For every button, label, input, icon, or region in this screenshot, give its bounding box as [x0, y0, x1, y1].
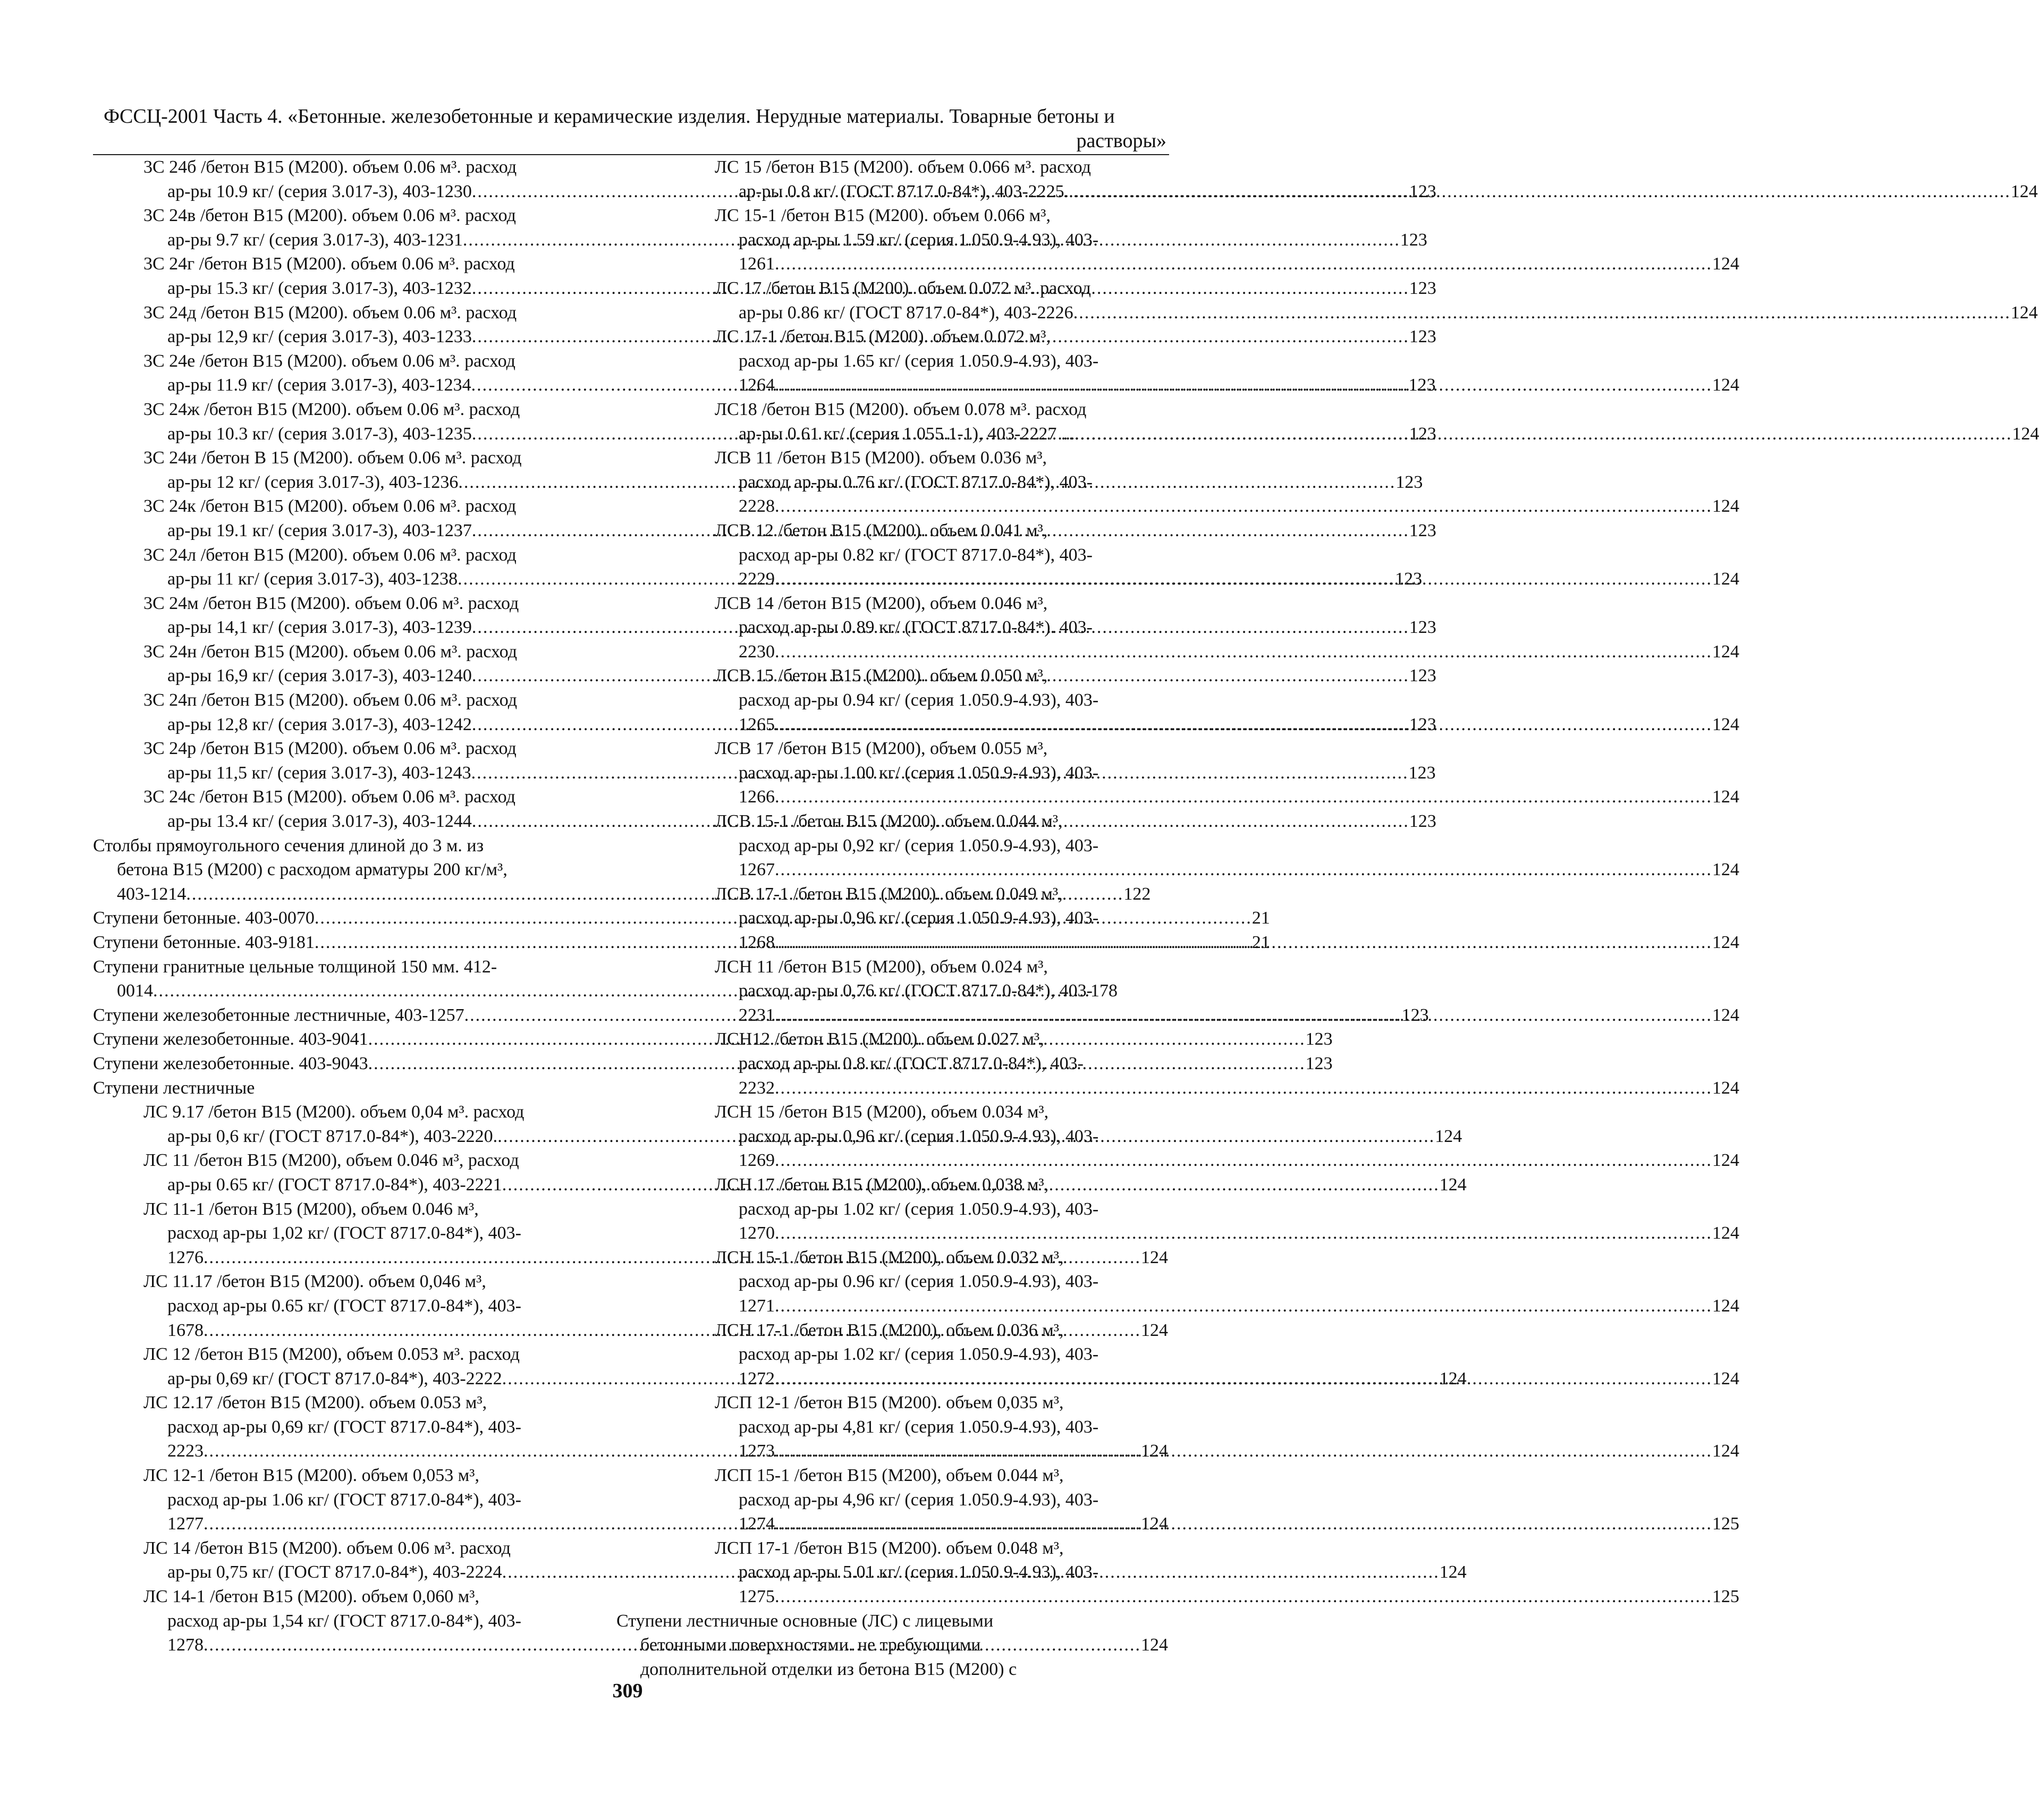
page-ref: 124 [1439, 1368, 1467, 1389]
page-ref: 123 [1409, 617, 1436, 638]
entry-text: ар-ры 14,1 кг/ (серия 3.017-3), 403-1239 [167, 617, 472, 638]
entry-text: ар-ры 0,69 кг/ (ГОСТ 8717.0-84*), 403-2222 [167, 1368, 502, 1389]
index-entry-line: ЛС 12.17 /бетон В15 (М200). объем 0.053 м³, [143, 1393, 487, 1413]
index-entry [664, 1100, 1739, 1173]
index-entry-line: 3С 24р /бетон В15 (М200). объем 0.06 м³. расход [143, 739, 517, 759]
page-ref: 124 [1712, 787, 1739, 807]
page-ref: 123 [1409, 811, 1436, 832]
dot-leader [775, 569, 1712, 589]
page-number: 309 [612, 1680, 643, 1702]
page-ref: 124 [1712, 254, 1739, 274]
index-entry-line [664, 785, 1739, 809]
page-ref: 123 [1408, 763, 1436, 783]
index-entry-line: 3С 24д /бетон В15 (М200). объем 0.06 м³. расход [143, 302, 517, 323]
dot-leader [775, 375, 1712, 395]
entry-text: 1275 [739, 1587, 775, 1607]
index-entry-line: ЛС 15 /бетон В15 (М200). объем 0.066 м³. расход [715, 157, 1091, 177]
index-entry-line [664, 1221, 1739, 1246]
page-ref: 123 [1409, 424, 1436, 444]
index-entry-line: 3С 24и /бетон В 15 (М200). объем 0.06 м³. расход [143, 448, 522, 468]
dot-leader [775, 1223, 1712, 1243]
page-ref: 21 [1251, 933, 1270, 952]
dot-leader [775, 1005, 1712, 1025]
index-entry-line: ЛС 12-1 /бетон В15 (М200). объем 0,053 м³, [143, 1466, 479, 1486]
index-entry-line [664, 1367, 1739, 1391]
entry-text: Ступени бетонные. 403-0070 [93, 908, 315, 928]
index-entry-line: ЛС 11-1 /бетон В15 (М200), объем 0.046 м³, [143, 1199, 479, 1219]
entry-text: ар-ры 12,9 кг/ (серия 3.017-3), 403-1233 [167, 327, 472, 347]
entry-text: 2232 [739, 1078, 775, 1098]
page-ref: 123 [1409, 666, 1436, 686]
dot-leader [1075, 424, 2012, 444]
index-entry-line: дополнительной отделки из бетона В15 (М200) с [640, 1659, 1017, 1679]
index-entry-line: расход ар-ры 0.8 кг/ (ГОСТ 8717.0-84*), 403- [739, 1053, 1084, 1073]
index-entry-line: расход ар-ры 0,96 кг/ (серия 1.050.9-4.93), 403- [739, 908, 1099, 928]
index-entry-line: ЛС 15-1 /бетон В15 (М200). объем 0.066 м³, [715, 206, 1051, 226]
index-entry-line: ЛС 14 /бетон В15 (М200). объем 0.06 м³. расход [143, 1538, 511, 1558]
index-entry-line: ЛС 11 /бетон В15 (М200), объем 0.046 м³, расход [143, 1150, 519, 1171]
page-ref: 123 [1401, 1005, 1429, 1025]
entry-text: ар-ры 0,6 кг/ (ГОСТ 8717.0-84*), 403-2220. [167, 1126, 498, 1146]
entry-text: ар-ры 10.3 кг/ (серия 3.017-3), 403-1235 [167, 424, 472, 444]
entry-text: ар-ры 9.7 кг/ (серия 3.017-3), 403-1231 [167, 230, 463, 250]
entry-text: ар-ры 10.9 кг/ (серия 3.017-3), 403-1230 [167, 181, 472, 201]
index-entry [93, 1076, 587, 1101]
index-entry-line: расход ар-ры 4,81 кг/ (серия 1.050.9-4.93), 403- [739, 1417, 1099, 1437]
index-entry-line: расход ар-ры 0.89 кг/ (ГОСТ 8717.0-84*). 403- [739, 617, 1093, 638]
header-line-2: растворы» [1076, 130, 1166, 152]
entry-text: 2223 [167, 1441, 204, 1461]
entry-text: 1264 [739, 375, 775, 395]
index-entry-line [664, 1294, 1739, 1318]
page-ref: 123 [1400, 230, 1427, 250]
dot-leader [775, 1296, 1712, 1316]
index-entry-line: расход ар-ры 4,96 кг/ (серия 1.050.9-4.93), 403- [739, 1489, 1099, 1510]
index-entry-line: 3С 24с /бетон В15 (М200). объем 0.06 м³. расход [143, 787, 515, 807]
index-entry-line: ЛСВ 12 /бетон В15 (М200). объем 0.041 м³, [715, 520, 1048, 540]
page-ref: 124 [1712, 496, 1739, 517]
index-entry-line: расход ар-ры 0,69 кг/ (ГОСТ 8717.0-84*), 403- [167, 1417, 521, 1437]
entry-text: 1269 [739, 1150, 775, 1171]
entry-text: ар-ры 15.3 кг/ (серия 3.017-3), 403-1232 [167, 278, 472, 298]
page-ref: 124 [1712, 933, 1739, 952]
dot-leader [1073, 182, 2011, 201]
index-entry-line: ЛСН 17 /бетон В15 (М200), объем 0,038 м³, [715, 1174, 1049, 1195]
entry-text: ар-ры 0.65 кг/ (ГОСТ 8717.0-84*), 403-2221 [167, 1174, 502, 1195]
page-ref: 124 [1141, 1441, 1168, 1461]
page-ref: 125 [1712, 1514, 1739, 1534]
page-ref: 124 [2012, 424, 2039, 444]
index-entry-line: расход ар-ры 1.65 кг/ (серия 1.050.9-4.93), 403- [739, 351, 1099, 371]
page-ref: 124 [1712, 375, 1739, 395]
index-entry-line: расход ар-ры 0.76 кг/ (ГОСТ 8717.0-84*), 403- [739, 472, 1093, 492]
index-entry-line: расход ар-ры 1.02 кг/ (серия 1.050.9-4.93), 403- [739, 1344, 1099, 1365]
index-entry-line: расход ар-ры 1.06 кг/ (ГОСТ 8717.0-84*), 403- [167, 1489, 521, 1510]
index-entry-line: расход ар-ры 1.59 кг/ (серия 1.050.9-4.93), 403- [739, 230, 1099, 250]
index-entry-line: 3С 24к /бетон В15 (М200). объем 0.06 м³. расход [143, 496, 517, 517]
dot-leader [775, 787, 1712, 807]
entry-text: ар-ры 16,9 кг/ (серия 3.017-3), 403-1240 [167, 666, 472, 686]
index-entry-line: расход ар-ры 0,76 кг/ (ГОСТ 8717.0-84*), 403- [739, 981, 1093, 1001]
dot-leader [775, 642, 1712, 662]
entry-text: 1278 [167, 1635, 204, 1655]
index-entry-line: ЛСП 15-1 /бетон В15 (М200), объем 0.044 м³, [715, 1466, 1064, 1486]
entry-text: ар-ры 19.1 кг/ (серия 3.017-3), 403-1237 [167, 520, 472, 540]
entry-text: 1274 [739, 1514, 775, 1534]
index-entry-line: ЛС 9.17 /бетон В15 (М200). объем 0,04 м³. расход [143, 1102, 524, 1122]
index-entry-line: ЛСП 12-1 /бетон В15 (М200). объем 0,035 м³, [715, 1393, 1064, 1413]
entry-text: 2228 [739, 496, 775, 517]
dot-leader [775, 1369, 1712, 1389]
entry-text: 2230 [739, 641, 775, 662]
index-entry-line: расход ар-ры 1.02 кг/ (серия 1.050.9-4.93), 403- [739, 1199, 1099, 1219]
entry-text: ар-ры 0,75 кг/ (ГОСТ 8717.0-84*), 403-2224 [167, 1562, 502, 1582]
entry-text: 1267 [739, 860, 775, 880]
page-ref: 124 [1712, 1441, 1739, 1461]
page-ref: 124 [1712, 1223, 1739, 1243]
entry-text: Ступени железобетонные лестничные, 403-1257 [93, 1005, 464, 1025]
page-ref: 124 [1712, 1368, 1739, 1389]
page-ref: 124 [1712, 1078, 1739, 1098]
page-ref: 124 [2010, 181, 2038, 201]
entry-text: ар-ры 0.86 кг/ (ГОСТ 8717.0-84*), 403-2226 [739, 302, 1073, 323]
dot-leader [775, 1587, 1712, 1606]
index-entry-line [664, 252, 1739, 276]
index-entry-line: ЛСН12 /бетон В15 (М200). объем 0.027 м³, [715, 1029, 1044, 1049]
entry-text: 403-1214 [117, 884, 187, 904]
index-entry-line: ЛСВ 14 /бетон В15 (М200), объем 0.046 м³, [715, 593, 1048, 613]
page-ref: 124 [1141, 1635, 1168, 1655]
index-entry-line: 3С 24м /бетон В15 (М200). объем 0.06 м³. расход [143, 593, 519, 613]
entry-text: 1678 [167, 1320, 204, 1340]
index-entry-line [664, 1076, 1739, 1101]
index-entry-line [664, 1148, 1739, 1173]
entry-text: ар-ры 11.9 кг/ (серия 3.017-3), 403-1234 [167, 375, 471, 395]
index-entry-line: расход ар-ры 0.65 кг/ (ГОСТ 8717.0-84*), 403- [167, 1296, 521, 1316]
page-ref: 123 [1409, 278, 1436, 298]
page-ref: 123 [1409, 714, 1436, 734]
page-ref: 123 [1408, 375, 1436, 395]
page-ref: 122 [1123, 884, 1151, 904]
index-entry-line: расход ар-ры 0.94 кг/ (серия 1.050.9-4.93), 403- [739, 690, 1099, 710]
index-entry-line: ЛСВ 15 /бетон В15 (М200). объем 0.050 м³, [715, 666, 1048, 686]
index-entry-line [664, 1585, 1739, 1609]
index-entry-line [664, 301, 2038, 325]
index-entry-line: ЛС18 /бетон В15 (М200). объем 0.078 м³. расход [715, 399, 1087, 419]
dot-leader [775, 1514, 1712, 1534]
index-entry-line: расход ар-ры 0,92 кг/ (серия 1.050.9-4.93), 403- [739, 835, 1099, 856]
index-entry-line: 3С 24л /бетон В15 (М200). объем 0.06 м³. расход [143, 545, 517, 565]
page-ref: 124 [1141, 1514, 1168, 1534]
dot-leader [775, 933, 1712, 952]
page-ref: 178 [1090, 981, 1118, 1001]
index-entry-line: Ступени лестничные [93, 1078, 255, 1098]
dot-leader [1073, 303, 2011, 323]
index-entry-line: бетона В15 (М200) с расходом арматуры 200 кг/м³, [117, 860, 507, 880]
page-ref: 124 [1712, 1005, 1739, 1025]
dot-leader [775, 715, 1712, 734]
page-ref: 124 [1439, 1562, 1467, 1582]
page-ref: 123 [1395, 472, 1423, 492]
entry-text: 1270 [739, 1223, 775, 1243]
index-entry-line: расход ар-ры 1.00 кг/ (серия 1.050.9-4.93), 403- [739, 763, 1099, 783]
index-entry-line [664, 858, 1739, 882]
index-entry-line: ЛСВ 15-1 /бетон В15 (М200). объем 0.044 м³, [715, 811, 1063, 832]
index-entry-line [664, 1439, 1739, 1463]
entry-text: 1268 [739, 933, 775, 952]
entry-text: ар-ры 0.8 кг/ (ГОСТ 8717.0-84*), 403-2225.. [739, 181, 1073, 201]
page-ref: 123 [1305, 1053, 1333, 1073]
index-entry-line: расход ар-ры 0.96 кг/ (серия 1.050.9-4.93), 403- [739, 1272, 1099, 1292]
index-entry [664, 1391, 1739, 1463]
index-entry-line: расход ар-ры 1,02 кг/ (ГОСТ 8717.0-84*), 403- [167, 1223, 521, 1243]
page-ref: 124 [1712, 1296, 1739, 1316]
page-ref: 124 [1712, 714, 1739, 734]
page-ref: 124 [1435, 1126, 1462, 1146]
entry-text: 1271 [739, 1296, 775, 1316]
entry-text: 2229 [739, 569, 775, 589]
entry-text: Ступени железобетонные. 403-9041 [93, 1029, 368, 1049]
entry-text: 1272 [739, 1368, 775, 1389]
index-entry-line [664, 494, 1739, 519]
index-entry-line: ЛС 17-1 /бетон В15 (М200). объем 0.072 м³, [715, 327, 1051, 347]
index-entry-line: 3С 24п /бетон В15 (М200). объем 0.06 м³. расход [143, 690, 518, 710]
entry-text: 1276 [167, 1247, 204, 1267]
index-entry-line: ЛС 12 /бетон В15 (М200), объем 0.053 м³. расход [143, 1344, 520, 1365]
index-entry-line: 3С 24г /бетон В15 (М200). объем 0.06 м³. расход [143, 254, 515, 274]
page-ref: 124 [1439, 1174, 1467, 1195]
index-entry-line: ЛСВ 17 /бетон В15 (М200), объем 0.055 м³, [715, 739, 1048, 759]
index-entry [664, 1318, 1739, 1391]
entry-text: 1265 [739, 714, 775, 734]
index-entry [664, 1463, 1739, 1536]
index-entry-line [664, 640, 1739, 664]
page-ref: 124 [1141, 1247, 1168, 1267]
entry-text: ар-ры 0.61 кг/ (серия 1.055.1-1), 403-2227 ... [739, 424, 1075, 444]
page-ref: 124 [2010, 302, 2038, 323]
page-ref: 123 [1409, 520, 1436, 540]
page-ref: 124 [1141, 1320, 1168, 1340]
index-entry-line: 3С 24ж /бетон В15 (М200). объем 0.06 м³. расход [143, 399, 520, 419]
entry-text: 1266 [739, 787, 775, 807]
entry-text: ар-ры 12,8 кг/ (серия 3.017-3), 403-1242 [167, 714, 472, 734]
index-entry-line: расход ар-ры 0.82 кг/ (ГОСТ 8717.0-84*), 403- [739, 545, 1093, 565]
index-entry [616, 1609, 1164, 1682]
index-entry-line [664, 1512, 1739, 1536]
dot-leader [775, 1078, 1712, 1098]
index-entry-line: ЛСН 15-1 /бетон В15 (М200), объем 0.032 м³, [715, 1247, 1064, 1267]
running-header [104, 104, 1166, 153]
index-entry-line: ЛСН 17-1 /бетон В15 (М200), объем 0.036 м³, [715, 1320, 1064, 1340]
entry-text: 0014 [117, 981, 153, 1001]
index-entry-line: 3С 24в /бетон В15 (М200). объем 0.06 м³. расход [143, 206, 516, 226]
page-ref: 125 [1712, 1587, 1739, 1607]
entry-text: ар-ры 13.4 кг/ (серия 3.017-3), 403-1244 [167, 811, 472, 832]
index-entry-line: ЛСН 15 /бетон В15 (М200), объем 0.034 м³, [715, 1102, 1049, 1122]
index-entry-line: ЛСН 11 /бетон В15 (М200), объем 0.024 м³, [715, 956, 1048, 977]
entry-text: 1273 [739, 1441, 775, 1461]
index-entry-line: расход ар-ры 0,96 кг/ (серия 1.050.9-4.93), 403- [739, 1126, 1099, 1146]
entry-text: 1261 [739, 254, 775, 274]
index-entry-line: Ступени лестничные основные (ЛС) с лицевыми [616, 1611, 994, 1631]
index-entry-line: расход ар-ры 1,54 кг/ (ГОСТ 8717.0-84*), 403- [167, 1611, 521, 1631]
dot-leader [775, 496, 1712, 516]
entry-text: ар-ры 11,5 кг/ (серия 3.017-3), 403-1243 [167, 763, 471, 783]
entry-text: 1277 [167, 1514, 204, 1534]
entry-text: 2231 [739, 1005, 775, 1025]
dot-leader [775, 254, 1712, 274]
index-entry-line: Ступени гранитные цельные толщиной 150 мм. 412- [93, 956, 497, 977]
entry-text: Ступени бетонные. 403-9181 [93, 933, 315, 952]
page-ref: 124 [1712, 860, 1739, 880]
page-ref: 123 [1409, 181, 1436, 201]
page-ref: 123 [1395, 569, 1423, 589]
index-entry-line: Столбы прямоугольного сечения длиной до 3 м. из [93, 835, 484, 856]
entry-text: ар-ры 12 кг/ (серия 3.017-3), 403-1236 [167, 472, 459, 492]
index-entry-line: бетонными поверхностями. не требующими [640, 1635, 981, 1655]
index-entry-line: 3С 24е /бетон В15 (М200). объем 0.06 м³. расход [143, 351, 515, 371]
index-entry-line: 3С 24н /бетон В15 (М200). объем 0.06 м³. расход [143, 641, 518, 662]
index-entry-line: ЛСВ 11 /бетон В15 (М200). объем 0.036 м³, [715, 448, 1047, 468]
entry-text: Ступени железобетонные. 403-9043 [93, 1053, 368, 1073]
index-entry-line: 3С 24б /бетон В15 (М200). объем 0.06 м³. расход [143, 157, 517, 177]
index-entry-line: ЛСВ 17-1 /бетон В15 (М200). объем 0.049 м³, [715, 884, 1063, 904]
dot-leader [775, 860, 1712, 879]
entry-text: ар-ры 11 кг/ (серия 3.017-3), 403-1238 [167, 569, 458, 589]
page-ref: 124 [1712, 569, 1739, 589]
page-ref: 124 [1712, 641, 1739, 662]
dot-leader [775, 1441, 1712, 1461]
index-entry-line: ЛС 17 /бетон В15 (М200). объем 0.072 м³. расход [715, 278, 1091, 298]
page-ref: 123 [1409, 327, 1436, 347]
page-ref: 123 [1305, 1029, 1333, 1049]
index-entry-line: ЛСП 17-1 /бетон В15 (М200). объем 0.048 м³, [715, 1538, 1064, 1558]
header-line-1: ФССЦ-2001 Часть 4. «Бетонные. железобетонные и керамические изделия. Нерудные материалы. Товарные бетоны и [104, 105, 1115, 128]
index-entry [664, 1173, 1739, 1246]
dot-leader [775, 1150, 1712, 1170]
index-entry-line: расход ар-ры 5.01 кг/ (серия 1.050.9-4.93), 403- [739, 1562, 1099, 1582]
page-ref: 124 [1712, 1150, 1739, 1171]
page-ref: 21 [1251, 908, 1270, 928]
index-entry-line: ЛС 11.17 /бетон В15 (М200). объем 0,046 м³, [143, 1272, 486, 1292]
index-entry [664, 1246, 1739, 1318]
index-entry-line: ЛС 14-1 /бетон В15 (М200). объем 0,060 м³, [143, 1587, 479, 1607]
